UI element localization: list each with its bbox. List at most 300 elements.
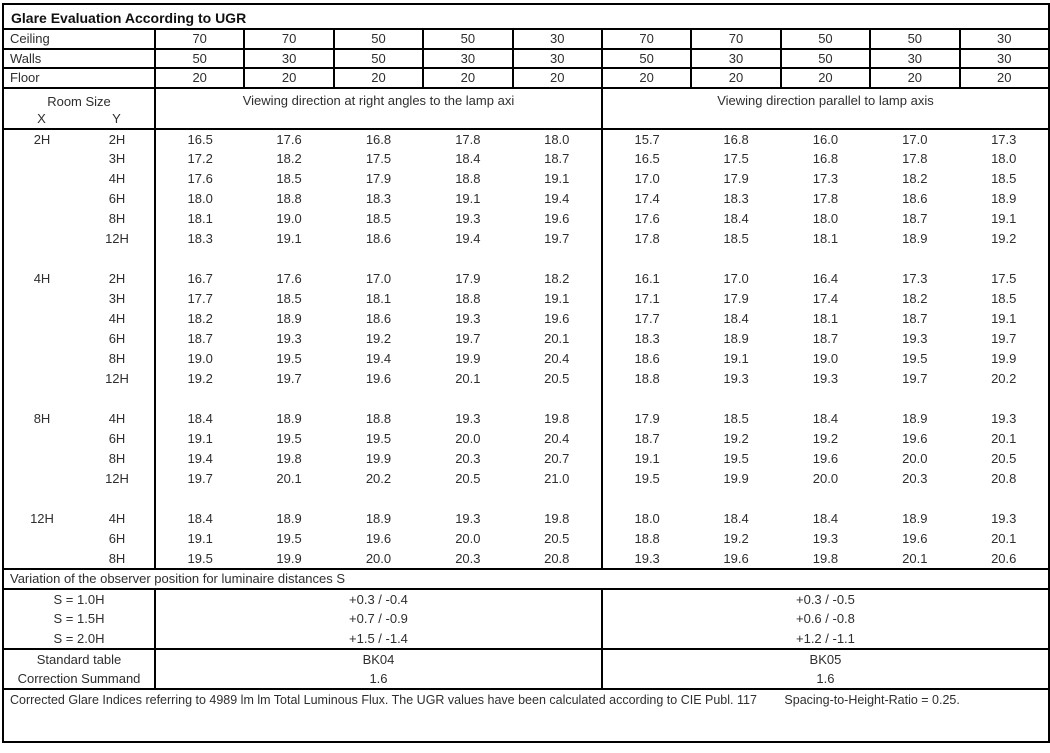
ugr-value-cell: 19.1 <box>991 211 1017 226</box>
ugr-value-cell: 19.3 <box>723 371 749 386</box>
room-x-label <box>3 229 80 249</box>
ugr-value-cell: 19.5 <box>723 451 749 466</box>
room-y-label: 8H <box>108 351 126 366</box>
room-x-label <box>3 189 80 209</box>
variation-heading: Variation of the observer position for luminaire distances S <box>3 569 1049 589</box>
ugr-value-cell: 20.1 <box>991 431 1017 446</box>
ugr-value-cell: 18.3 <box>155 229 244 249</box>
room-x-label <box>3 369 80 389</box>
room-x-label <box>3 429 80 449</box>
ugr-value-cell: 18.1 <box>155 209 244 229</box>
ugr-value-cell: 17.3 <box>902 271 928 286</box>
surface-value-cell: 50 <box>781 29 870 49</box>
room-y-label: 4H <box>108 511 126 526</box>
ugr-data-row <box>3 429 1049 449</box>
ugr-value-cell: 18.4 <box>155 509 244 529</box>
ugr-value-cell: 19.7 <box>455 331 481 346</box>
ugr-value-cell: 19.3 <box>455 211 481 226</box>
ugr-value-cell: 19.5 <box>276 531 302 546</box>
ugr-value-cell: 20.0 <box>902 451 928 466</box>
ugr-value-cell <box>870 249 959 269</box>
correction-summand-label: Correction Summand <box>3 669 155 689</box>
room-y-label: 12H <box>105 371 129 386</box>
surface-value-cell: 70 <box>691 29 780 49</box>
ugr-value-cell: 16.7 <box>155 269 244 289</box>
ugr-value-cell: 18.9 <box>276 511 302 526</box>
variation-value-left: +1.5 / -1.4 <box>155 629 602 649</box>
room-x-label: 2H <box>33 131 51 147</box>
ugr-value-cell: 19.8 <box>812 550 839 566</box>
ugr-value-cell <box>960 389 1049 409</box>
ugr-value-cell: 18.5 <box>365 211 392 226</box>
ugr-value-cell: 16.5 <box>155 129 244 149</box>
room-y-label: 8H <box>108 211 126 226</box>
ugr-page <box>0 3 1050 753</box>
ugr-value-cell: 20.5 <box>544 531 570 546</box>
ugr-value-cell: 17.8 <box>902 151 928 166</box>
ugr-value-cell: 19.7 <box>544 231 570 246</box>
ugr-value-cell: 19.0 <box>276 211 302 226</box>
ugr-value-cell: 19.1 <box>276 231 302 246</box>
room-y-label <box>80 489 155 509</box>
room-x-label: 12H <box>30 511 54 526</box>
surface-value-cell: 30 <box>513 29 602 49</box>
ugr-value-cell: 18.9 <box>902 411 928 426</box>
surface-value-cell: 30 <box>691 49 780 69</box>
spacer-row <box>3 489 1049 509</box>
ugr-value-cell: 19.8 <box>544 511 570 526</box>
ugr-value-cell: 20.0 <box>812 471 839 486</box>
ugr-value-cell: 19.3 <box>455 311 481 326</box>
ugr-value-cell: 19.9 <box>723 471 749 486</box>
ugr-value-cell: 19.9 <box>365 451 392 466</box>
ugr-value-cell: 20.3 <box>455 550 481 566</box>
ugr-value-cell: 18.9 <box>902 231 928 246</box>
ugr-value-cell: 18.8 <box>276 191 302 206</box>
ugr-value-cell: 19.8 <box>544 411 570 426</box>
ugr-value-cell: 19.5 <box>276 351 302 366</box>
ugr-value-cell: 18.8 <box>602 529 691 549</box>
ugr-value-cell: 18.5 <box>991 171 1017 186</box>
surface-value-cell: 70 <box>602 29 691 49</box>
room-x-label <box>3 289 80 309</box>
ugr-value-cell: 18.6 <box>365 311 392 326</box>
ugr-value-cell: 18.4 <box>812 411 839 426</box>
surface-value-cell: 30 <box>870 49 959 69</box>
ugr-value-cell <box>244 389 333 409</box>
footer-row <box>3 689 1049 742</box>
ugr-value-cell: 20.1 <box>991 531 1017 546</box>
left-viewing-heading: Viewing direction at right angles to the lamp axi <box>155 88 602 129</box>
room-y-label: 2H <box>108 131 126 147</box>
ugr-value-cell <box>513 249 602 269</box>
room-y-label: 2H <box>108 271 126 286</box>
ugr-data-row <box>3 169 1049 189</box>
surface-value-cell: 50 <box>870 29 959 49</box>
ugr-value-cell <box>691 489 780 509</box>
ugr-data-row <box>3 229 1049 249</box>
surface-value-cell: 30 <box>960 49 1049 69</box>
ugr-value-cell <box>155 389 244 409</box>
spacer-row <box>3 389 1049 409</box>
room-y-label: 8H <box>108 451 126 466</box>
standard-table-right: BK05 <box>602 649 1049 669</box>
ugr-data-row <box>3 309 1049 329</box>
room-y-label: 4H <box>108 311 126 326</box>
ugr-value-cell: 18.5 <box>276 291 302 306</box>
s-row-label: S = 2.0H <box>3 629 155 649</box>
ugr-value-cell: 20.2 <box>365 471 392 486</box>
ugr-value-cell <box>691 389 780 409</box>
ugr-value-cell: 19.2 <box>812 431 839 446</box>
ugr-value-cell: 18.0 <box>544 131 570 147</box>
ugr-value-cell: 19.5 <box>365 431 392 446</box>
room-x-label <box>3 209 80 229</box>
ugr-value-cell: 18.9 <box>902 511 928 526</box>
footer-note: Corrected Glare Indices referring to 4989 lm lm Total Luminous Flux. The UGR values have been calculated according to CIE Publ. 117 <box>10 692 757 707</box>
ugr-value-cell: 18.1 <box>812 231 839 246</box>
ugr-value-cell: 17.9 <box>455 271 481 286</box>
ugr-value-cell: 19.6 <box>902 431 928 446</box>
ugr-value-cell: 20.8 <box>544 550 570 566</box>
surface-value-cell: 30 <box>960 29 1049 49</box>
standard-table-left: BK04 <box>155 649 602 669</box>
ugr-data-row <box>3 369 1049 389</box>
ugr-value-cell: 20.3 <box>902 471 928 486</box>
ugr-value-cell: 19.1 <box>602 449 691 469</box>
room-y-label: 3H <box>108 151 126 166</box>
ugr-value-cell: 18.6 <box>602 349 691 369</box>
ugr-data-row <box>3 469 1049 489</box>
room-y-label: 3H <box>108 291 126 306</box>
surface-value-cell: 20 <box>244 68 333 88</box>
y-column-label: Y <box>112 110 121 126</box>
ugr-value-cell: 18.4 <box>723 311 749 326</box>
s-1-5h-row <box>3 609 1049 629</box>
ugr-value-cell: 16.8 <box>365 131 392 147</box>
ugr-value-cell: 19.4 <box>544 191 570 206</box>
ugr-value-cell: 20.1 <box>455 371 481 386</box>
surface-row-label: Floor <box>3 68 155 88</box>
ugr-value-cell <box>781 489 870 509</box>
room-x-label <box>3 329 80 349</box>
ugr-data-row <box>3 529 1049 549</box>
ugr-value-cell: 17.6 <box>276 131 302 147</box>
ugr-value-cell: 19.2 <box>365 331 392 346</box>
room-x-label: 8H <box>33 411 51 426</box>
ugr-value-cell: 19.3 <box>602 549 691 569</box>
room-y-label <box>80 249 155 269</box>
ugr-value-cell: 18.7 <box>155 329 244 349</box>
ugr-value-cell: 20.3 <box>455 451 481 466</box>
ugr-value-cell: 17.9 <box>365 171 392 186</box>
variation-heading-row <box>3 569 1049 589</box>
surface-value-cell: 20 <box>334 68 423 88</box>
room-size-label: Room Size <box>47 93 111 109</box>
ugr-value-cell: 18.7 <box>902 211 928 226</box>
ugr-value-cell: 18.4 <box>723 511 749 526</box>
room-y-label: 4H <box>108 411 126 426</box>
x-column-label: X <box>37 110 46 126</box>
room-x-label <box>3 249 80 269</box>
ugr-value-cell: 18.6 <box>902 191 928 206</box>
ugr-data-row <box>3 269 1049 289</box>
ugr-value-cell: 18.9 <box>276 311 302 326</box>
ugr-value-cell <box>513 489 602 509</box>
surface-value-cell: 50 <box>334 29 423 49</box>
ugr-value-cell <box>870 389 959 409</box>
ugr-value-cell: 17.9 <box>723 291 749 306</box>
ugr-value-cell <box>691 249 780 269</box>
room-y-label: 8H <box>108 550 126 566</box>
ugr-value-cell: 18.2 <box>155 309 244 329</box>
ugr-value-cell: 19.3 <box>455 511 481 526</box>
ugr-value-cell <box>960 489 1049 509</box>
ugr-value-cell: 18.7 <box>602 429 691 449</box>
ugr-value-cell: 18.9 <box>276 411 302 426</box>
ugr-value-cell: 17.0 <box>902 131 928 147</box>
surface-value-cell: 20 <box>870 68 959 88</box>
ugr-value-cell: 17.8 <box>455 131 481 147</box>
ugr-value-cell: 16.4 <box>812 271 839 286</box>
s-2-0h-row <box>3 629 1049 649</box>
ugr-value-cell: 17.5 <box>991 271 1017 286</box>
ugr-value-cell: 19.8 <box>276 451 302 466</box>
ugr-value-cell: 18.8 <box>602 369 691 389</box>
ugr-value-cell: 18.4 <box>155 409 244 429</box>
room-xy-labels <box>4 110 154 128</box>
surface-value-cell: 50 <box>602 49 691 69</box>
ugr-value-cell: 18.3 <box>365 191 392 206</box>
ugr-value-cell <box>602 489 691 509</box>
ugr-value-cell: 17.6 <box>602 209 691 229</box>
ugr-value-cell: 19.0 <box>155 349 244 369</box>
ugr-value-cell: 19.6 <box>544 211 570 226</box>
ugr-value-cell: 17.1 <box>602 289 691 309</box>
surface-value-cell: 50 <box>334 49 423 69</box>
ugr-value-cell: 19.1 <box>155 429 244 449</box>
ugr-value-cell: 17.4 <box>602 189 691 209</box>
ugr-value-cell: 19.5 <box>602 469 691 489</box>
room-x-label <box>3 309 80 329</box>
surface-value-cell: 20 <box>602 68 691 88</box>
ugr-value-cell: 18.8 <box>365 411 392 426</box>
ugr-value-cell: 18.4 <box>723 211 749 226</box>
room-x-label <box>3 349 80 369</box>
ugr-value-cell: 18.5 <box>991 291 1017 306</box>
ugr-value-cell: 19.7 <box>902 371 928 386</box>
room-x-label <box>3 489 80 509</box>
ugr-data-row <box>3 349 1049 369</box>
ugr-value-cell: 17.3 <box>812 171 839 186</box>
surface-value-cell: 50 <box>781 49 870 69</box>
ugr-value-cell: 18.3 <box>723 191 749 206</box>
ugr-value-cell: 17.9 <box>602 409 691 429</box>
ugr-value-cell: 16.1 <box>602 269 691 289</box>
ugr-value-cell: 18.5 <box>276 171 302 186</box>
standard-table-label: Standard table <box>3 649 155 669</box>
ugr-data-row <box>3 329 1049 349</box>
ugr-value-cell: 18.2 <box>276 151 302 166</box>
right-viewing-heading: Viewing direction parallel to lamp axis <box>602 88 1049 129</box>
ugr-value-cell: 17.8 <box>812 191 839 206</box>
ugr-value-cell: 19.7 <box>991 331 1017 346</box>
ugr-value-cell: 20.1 <box>902 550 928 566</box>
ugr-value-cell <box>334 389 423 409</box>
ugr-value-cell: 17.3 <box>991 131 1017 147</box>
ugr-value-cell: 18.4 <box>455 151 481 166</box>
ugr-value-cell <box>781 389 870 409</box>
room-y-label: 6H <box>108 331 126 346</box>
ugr-value-cell: 16.8 <box>812 151 839 166</box>
ugr-value-cell: 17.5 <box>365 151 392 166</box>
ugr-value-cell: 18.8 <box>455 291 481 306</box>
variation-value-left: +0.3 / -0.4 <box>155 589 602 609</box>
surface-value-cell: 30 <box>423 49 512 69</box>
ugr-value-cell: 18.7 <box>812 331 839 346</box>
ugr-value-cell: 20.4 <box>544 351 570 366</box>
surface-value-cell: 70 <box>155 29 244 49</box>
ugr-value-cell: 19.0 <box>812 351 839 366</box>
ugr-value-cell: 18.9 <box>365 511 392 526</box>
s-1-0h-row <box>3 589 1049 609</box>
ugr-value-cell: 19.4 <box>455 231 481 246</box>
spacing-height-ratio: Spacing-to-Height-Ratio = 0.25. <box>784 692 960 707</box>
ugr-data-row <box>3 189 1049 209</box>
ceiling-row <box>3 29 1049 49</box>
ugr-value-cell: 19.7 <box>155 469 244 489</box>
ugr-value-cell: 17.5 <box>723 151 749 166</box>
ugr-value-cell: 20.6 <box>991 550 1017 566</box>
ugr-value-cell <box>423 489 512 509</box>
ugr-value-cell: 18.3 <box>602 329 691 349</box>
ugr-value-cell: 20.8 <box>991 471 1017 486</box>
ugr-value-cell: 19.1 <box>723 351 749 366</box>
surface-value-cell: 20 <box>155 68 244 88</box>
ugr-value-cell: 15.7 <box>602 129 691 149</box>
room-y-label: 6H <box>108 531 126 546</box>
ugr-value-cell: 19.3 <box>902 331 928 346</box>
ugr-value-cell: 19.6 <box>902 531 928 546</box>
ugr-value-cell <box>513 389 602 409</box>
ugr-value-cell: 17.7 <box>602 309 691 329</box>
ugr-value-cell <box>602 249 691 269</box>
ugr-value-cell: 17.8 <box>602 229 691 249</box>
ugr-value-cell <box>423 249 512 269</box>
surface-value-cell: 30 <box>513 49 602 69</box>
ugr-data-row <box>3 149 1049 169</box>
ugr-value-cell: 19.5 <box>276 431 302 446</box>
ugr-value-cell: 17.6 <box>276 271 302 286</box>
surface-value-cell: 20 <box>423 68 512 88</box>
variation-value-right: +0.3 / -0.5 <box>796 591 855 607</box>
ugr-value-cell: 19.3 <box>812 531 839 546</box>
correction-summand-left: 1.6 <box>155 669 602 689</box>
ugr-value-cell: 18.2 <box>544 271 570 286</box>
variation-value-right: +0.6 / -0.8 <box>796 611 855 626</box>
room-y-label: 6H <box>108 191 126 206</box>
ugr-data-row <box>3 549 1049 569</box>
page-title: Glare Evaluation According to UGR <box>3 4 1049 29</box>
ugr-value-cell: 19.2 <box>991 231 1017 246</box>
ugr-value-cell: 16.5 <box>602 149 691 169</box>
ugr-value-cell: 17.2 <box>155 149 244 169</box>
ugr-value-cell: 17.6 <box>155 169 244 189</box>
ugr-data-row <box>3 409 1049 429</box>
room-x-label: 4H <box>33 271 51 286</box>
room-x-label <box>3 469 80 489</box>
ugr-value-cell: 19.6 <box>723 550 749 566</box>
ugr-value-cell: 19.6 <box>812 451 839 466</box>
correction-summand-row <box>3 669 1049 689</box>
ugr-value-cell <box>244 489 333 509</box>
ugr-value-cell: 18.4 <box>812 511 839 526</box>
surface-row-label: Walls <box>3 49 155 69</box>
variation-value-right: +1.2 / -1.1 <box>796 630 855 646</box>
ugr-value-cell: 20.7 <box>544 451 570 466</box>
ugr-value-cell: 21.0 <box>544 471 570 486</box>
room-x-label <box>3 389 80 409</box>
ugr-table <box>2 3 1050 743</box>
ugr-value-cell: 19.3 <box>812 371 839 386</box>
surface-value-cell: 30 <box>244 49 333 69</box>
ugr-value-cell: 17.7 <box>155 289 244 309</box>
ugr-value-cell: 19.7 <box>276 371 302 386</box>
ugr-value-cell: 18.9 <box>723 331 749 346</box>
footer-note-cell <box>3 689 1049 742</box>
ugr-value-cell: 20.5 <box>991 451 1017 466</box>
surface-value-cell: 50 <box>155 49 244 69</box>
spacer-row <box>3 249 1049 269</box>
surface-row-label: Ceiling <box>3 29 155 49</box>
ugr-value-cell: 20.5 <box>455 471 481 486</box>
ugr-value-cell: 17.4 <box>812 291 839 306</box>
correction-summand-right: 1.6 <box>816 670 835 686</box>
ugr-value-cell: 20.5 <box>544 371 570 386</box>
ugr-value-cell <box>870 489 959 509</box>
s-row-label: S = 1.0H <box>3 589 155 609</box>
ugr-value-cell: 19.2 <box>155 369 244 389</box>
room-x-label <box>3 549 80 569</box>
surface-value-cell: 20 <box>960 68 1049 88</box>
ugr-value-cell: 20.0 <box>365 550 392 566</box>
ugr-value-cell: 18.1 <box>812 311 839 326</box>
ugr-value-cell: 18.0 <box>602 509 691 529</box>
ugr-value-cell: 19.6 <box>365 531 392 546</box>
ugr-value-cell: 18.0 <box>812 211 839 226</box>
ugr-value-cell: 18.2 <box>902 291 928 306</box>
ugr-value-cell: 20.1 <box>544 331 570 346</box>
ugr-value-cell: 18.9 <box>991 191 1017 206</box>
ugr-value-cell: 20.0 <box>455 531 481 546</box>
room-x-label <box>3 449 80 469</box>
ugr-data-row <box>3 449 1049 469</box>
ugr-data-row <box>3 509 1049 529</box>
ugr-value-cell: 20.0 <box>455 431 481 446</box>
ugr-value-cell: 18.0 <box>991 151 1017 166</box>
ugr-value-cell: 20.4 <box>544 431 570 446</box>
ugr-value-cell: 19.3 <box>276 331 302 346</box>
ugr-value-cell: 19.9 <box>455 351 481 366</box>
ugr-value-cell: 19.1 <box>155 529 244 549</box>
variation-value-left: +0.7 / -0.9 <box>155 609 602 629</box>
ugr-value-cell: 19.1 <box>455 191 481 206</box>
surface-value-cell: 20 <box>691 68 780 88</box>
ugr-value-cell: 19.5 <box>902 351 928 366</box>
ugr-value-cell: 19.3 <box>455 411 481 426</box>
ugr-value-cell: 18.1 <box>365 291 392 306</box>
ugr-value-cell <box>155 489 244 509</box>
